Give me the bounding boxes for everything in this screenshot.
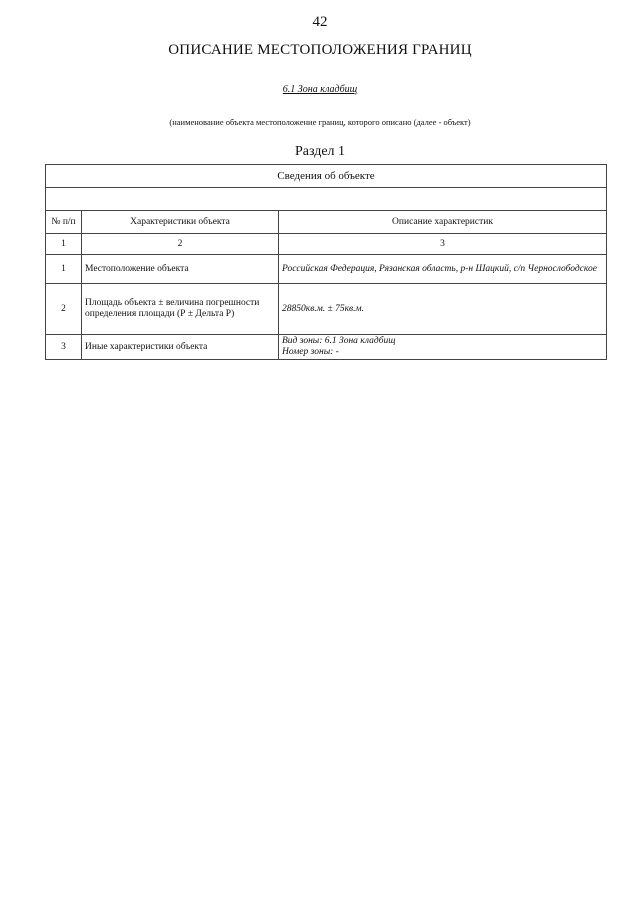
- page-number: 42: [312, 14, 328, 30]
- object-name: [0, 84, 640, 95]
- zone-number-line: Номер зоны: -: [282, 347, 339, 357]
- object-info-table: [45, 164, 607, 360]
- row-number: 3: [46, 335, 82, 360]
- table-spacer-row: [46, 188, 607, 211]
- table-row: [46, 335, 607, 360]
- document-title: ОПИСАНИЕ МЕСТОПОЛОЖЕНИЯ ГРАНИЦ: [168, 42, 472, 58]
- column-number-1: 1: [46, 234, 82, 255]
- table-header: Сведения об объекте: [46, 165, 607, 188]
- column-number-3: 3: [279, 234, 607, 255]
- row-characteristic: Иные характеристики объекта: [82, 335, 279, 360]
- table-row: [46, 284, 607, 335]
- row-characteristic: Площадь объекта ± величина погрешности определения площади (Р ± Дельта Р): [82, 284, 279, 335]
- row-description: Российская Федерация, Рязанская область, р-н Шацкий, с/п Чернослободское: [279, 255, 607, 284]
- column-header-description: Описание характеристик: [279, 211, 607, 234]
- row-description: 28850кв.м. ± 75кв.м.: [279, 284, 607, 335]
- zone-type-line: Вид зоны: 6.1 Зона кладбищ: [282, 336, 396, 346]
- section-title: Раздел 1: [294, 144, 346, 159]
- column-header-number: № п/п: [46, 211, 82, 234]
- row-number: 1: [46, 255, 82, 284]
- row-characteristic: Местоположение объекта: [82, 255, 279, 284]
- row-number: 2: [46, 284, 82, 335]
- column-number-2: 2: [82, 234, 279, 255]
- object-name-text: 6.1 Зона кладбищ: [282, 84, 358, 95]
- row-description: [279, 335, 607, 360]
- table-row: [46, 255, 607, 284]
- column-header-characteristic: Характеристики объекта: [82, 211, 279, 234]
- object-name-caption: (наименование объекта местоположение границ, которого описано (далее - объект): [169, 117, 471, 127]
